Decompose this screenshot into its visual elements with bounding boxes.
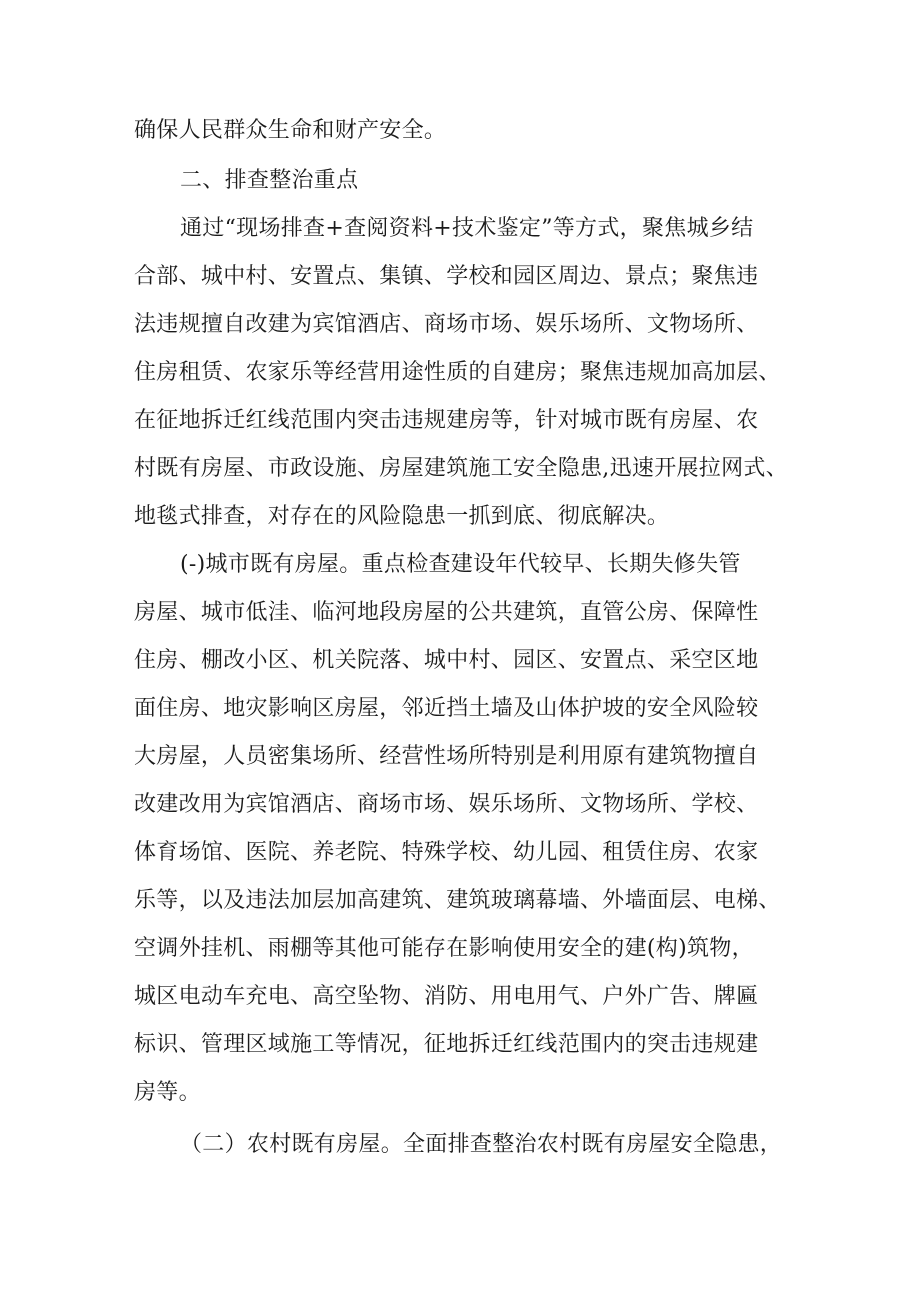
text-line-3: 通过“现场排查+查阅资料+技术鉴定”等方式，聚焦城乡结	[180, 216, 754, 241]
text-line-16: 体育场馆、医院、养老院、特殊学校、幼儿园、租赁住房、农家	[134, 840, 759, 865]
text-line-4: 合部、城中村、安置点、集镇、学校和园区周边、景点；聚焦违	[134, 264, 759, 289]
text-line-5: 法违规擅自改建为宾馆酒店、商场市场、娱乐场所、文物场所、	[134, 312, 759, 337]
text-line-9: 地毯式排查，对存在的风险隐患一抓到底、彻底解决。	[134, 504, 670, 529]
text-line-14: 大房屋，人员密集场所、经营性场所特别是利用原有建筑物擅自	[134, 744, 759, 769]
text-line-19: 城区电动车充电、高空坠物、消防、用电用气、户外广告、牌匾	[134, 984, 759, 1009]
text-line-18: 空调外挂机、雨棚等其他可能存在影响使用安全的建(构)筑物，	[134, 936, 754, 961]
text-line-6: 住房租赁、农家乐等经营用途性质的自建房；聚焦违规加高加层、	[134, 360, 781, 385]
text-line-1: 确保人民群众生命和财产安全。	[134, 118, 447, 143]
text-line-17: 乐等，以及违法加层加高建筑、建筑玻璃幕墙、外墙面层、电梯、	[134, 888, 781, 913]
text-line-20: 标识、管理区域施工等情况，征地拆迁红线范围内的突击违规建	[134, 1032, 759, 1057]
subsection-heading-2: （二）农村既有房屋。全面排查整治农村既有房屋安全隐患，	[180, 1132, 783, 1157]
text-line-13: 面住房、地灾影响区房屋，邻近挡土墙及山体护坡的安全风险较	[134, 696, 759, 721]
section-heading: 二、排查整治重点	[180, 168, 359, 193]
subsection-heading-1: (-)城市既有房屋。重点检查建设年代较早、长期失修失管	[180, 552, 741, 577]
text-line-21: 房等。	[134, 1080, 201, 1105]
text-line-7: 在征地拆迁红线范围内突击违规建房等，针对城市既有房屋、农	[134, 408, 759, 433]
text-line-11: 房屋、城市低洼、临河地段房屋的公共建筑，直管公房、保障性	[134, 600, 759, 625]
text-line-15: 改建改用为宾馆酒店、商场市场、娱乐场所、文物场所、学校、	[134, 792, 759, 817]
text-line-8: 村既有房屋、市政设施、房屋建筑施工安全隐患,迅速开展拉网式、	[134, 456, 788, 481]
text-line-12: 住房、棚改小区、机关院落、城中村、园区、安置点、采空区地	[134, 648, 759, 673]
